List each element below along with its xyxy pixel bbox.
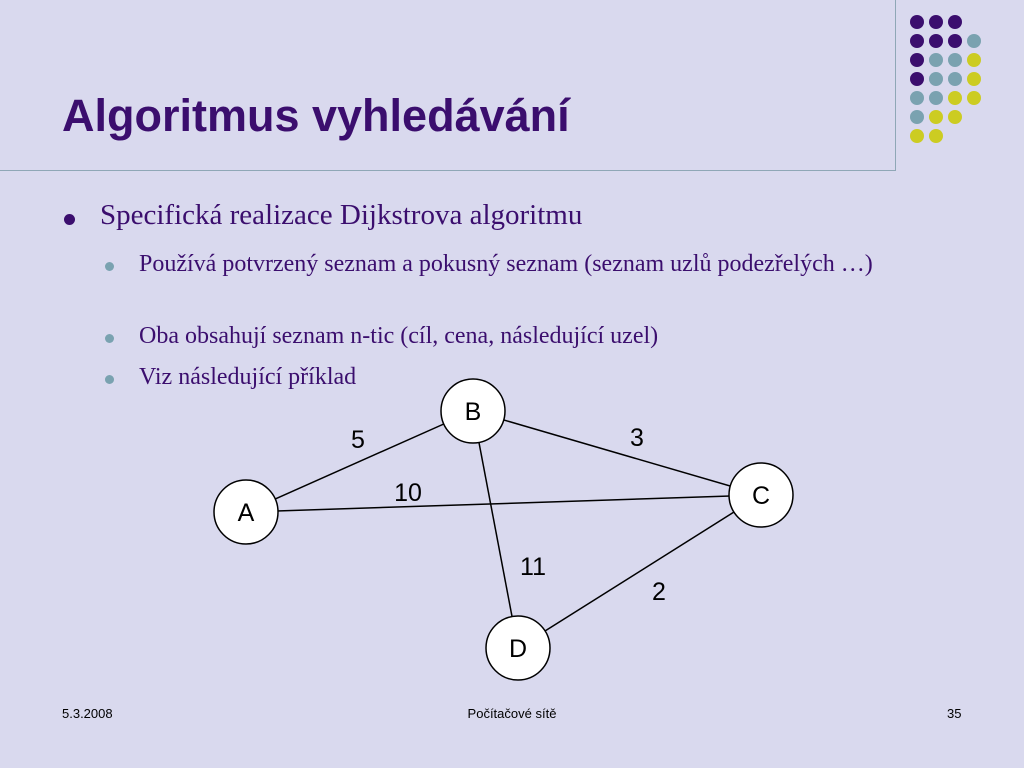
sub-bullet-2: Oba obsahují seznam n-tic (cíl, cena, následující uzel) [139,323,659,349]
footer-course: Počítačové sítě [467,706,557,721]
edge-weight-C-D: 2 [652,578,666,606]
edge-B-D [473,411,518,648]
node-label-A: A [237,499,255,527]
node-label-B: B [464,398,482,426]
node-label-D: D [508,635,528,663]
footer-page-number: 35 [947,706,962,721]
sub-bullet-3: Viz následující příklad [139,364,357,390]
edge-weight-B-D: 11 [520,553,546,581]
edge-C-D [518,495,761,648]
edge-weight-A-C: 10 [394,479,422,507]
edge-weight-A-B: 5 [351,426,365,454]
slide-title: Algoritmus vyhledávání [62,90,570,141]
edge-weight-B-C: 3 [630,424,644,452]
sub-bullet-1: Používá potvrzený seznam a pokusný seznam (seznam uzlů podezřelých …) [139,251,873,277]
edge-B-C [473,411,761,495]
edge-A-C [246,495,761,512]
footer-date: 5.3.2008 [62,706,113,721]
node-label-C: C [751,482,771,510]
bullet-main: Specifická realizace Dijkstrova algoritmu [100,199,583,231]
